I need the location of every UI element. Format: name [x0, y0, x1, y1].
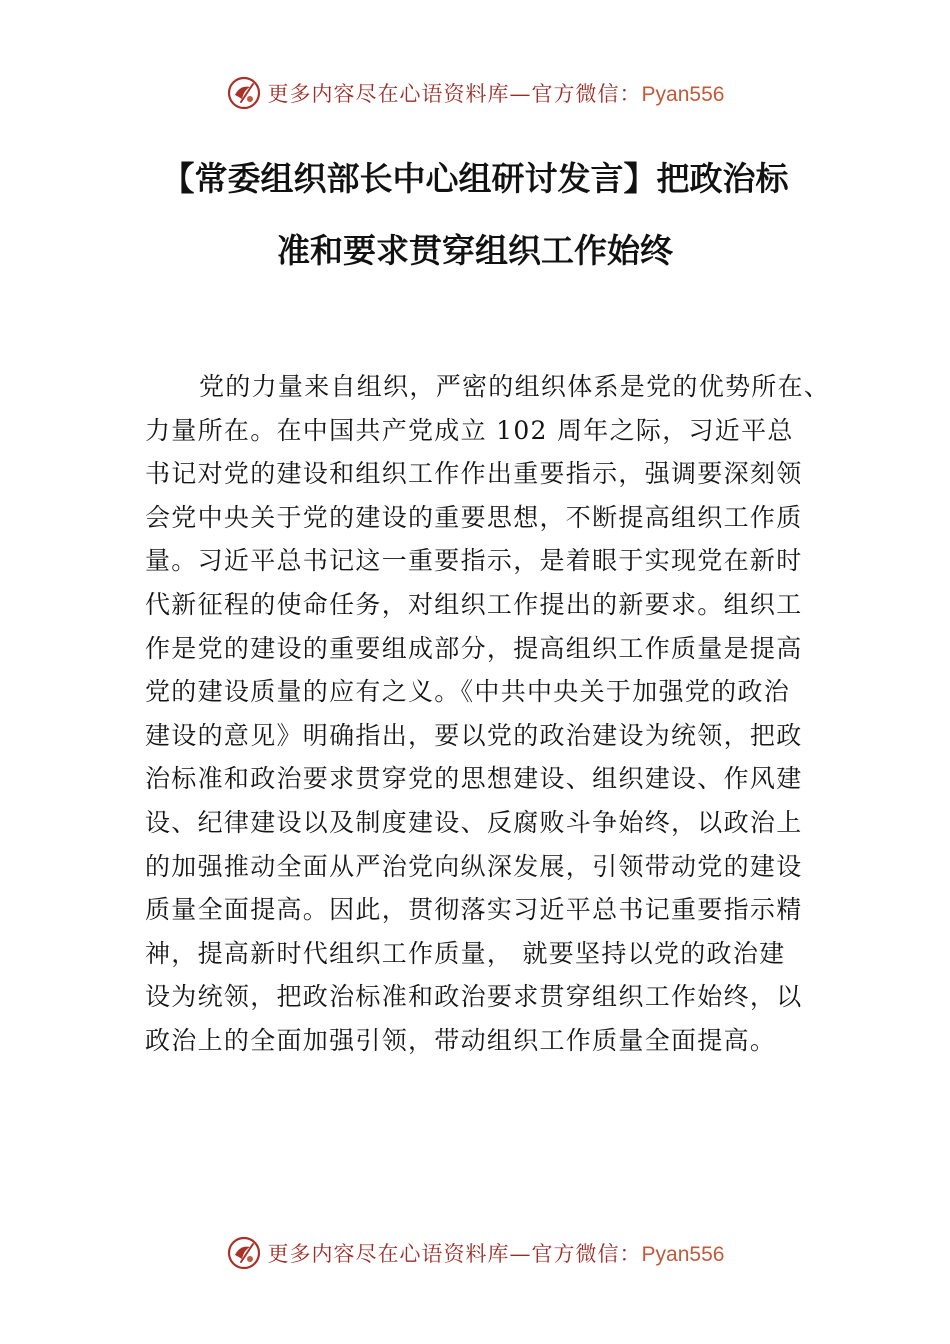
body-line: 党的力量来自组织，严密的组织体系是党的优势所在、 — [199, 372, 831, 401]
body-line: 质量全面提高。因此，贯彻落实习近平总书记重要指示精 — [145, 895, 803, 925]
body-line: 会党中央关于党的建设的重要思想，不断提高组织工作质 — [145, 502, 803, 532]
brand-logo-icon — [226, 1235, 262, 1271]
footer-banner-slogan: 更多内容尽在心语资料库 — [267, 1242, 510, 1266]
body-line: 设、纪律建设以及制度建设、反腐败斗争始终，以政治上 — [145, 807, 803, 837]
body-paragraph — [145, 365, 850, 1063]
body-line: 作是党的建设的重要组成部分，提高组织工作质量是提高 — [145, 633, 803, 663]
body-line: 政治上的全面加强引领，带动组织工作质量全面提高。 — [145, 1025, 777, 1055]
body-line: 建设的意见》明确指出，要以党的政治建设为统领，把政 — [145, 720, 803, 750]
brand-logo-icon — [226, 75, 262, 111]
header-banner-text — [268, 78, 725, 108]
header-banner — [0, 73, 950, 113]
footer-banner-text — [268, 1238, 725, 1268]
body-line: 设为统领，把政治标准和政治要求贯穿组织工作始终，以 — [145, 982, 803, 1012]
body-line: 党的建设质量的应有之义。《中共中央关于加强党的政治 — [145, 677, 791, 707]
body-line: 书记对党的建设和组织工作作出重要指示，强调要深刻领 — [145, 459, 803, 489]
footer-banner-wechat-id: Pyan556 — [641, 1243, 725, 1266]
footer-banner — [0, 1233, 950, 1273]
footer-banner-contact-label: 官方微信： — [531, 1242, 642, 1266]
document-title-line-1: 【常委组织部长中心组研讨发言】把政治标 — [161, 159, 789, 198]
header-banner-contact-label: 官方微信： — [531, 82, 642, 106]
header-banner-separator: — — [509, 82, 532, 106]
header-banner-wechat-id: Pyan556 — [641, 83, 725, 106]
body-line: 力量所在。在中国共产党成立 102 周年之际，习近平总 — [145, 415, 794, 445]
footer-banner-separator: — — [509, 1242, 532, 1266]
body-line: 神，提高新时代组织工作质量， 就要坚持以党的政治建 — [145, 938, 786, 968]
body-line: 量。习近平总书记这一重要指示，是着眼于实现党在新时 — [145, 546, 803, 576]
header-banner-slogan: 更多内容尽在心语资料库 — [267, 82, 510, 106]
body-line: 治标准和政治要求贯穿党的思想建设、组织建设、作风建 — [145, 764, 803, 794]
body-line: 的加强推动全面从严治党向纵深发展，引领带动党的建设 — [145, 851, 803, 881]
document-title-line-2: 准和要求贯穿组织工作始终 — [277, 231, 673, 270]
body-line: 代新征程的使命任务，对组织工作提出的新要求。组织工 — [145, 589, 803, 619]
